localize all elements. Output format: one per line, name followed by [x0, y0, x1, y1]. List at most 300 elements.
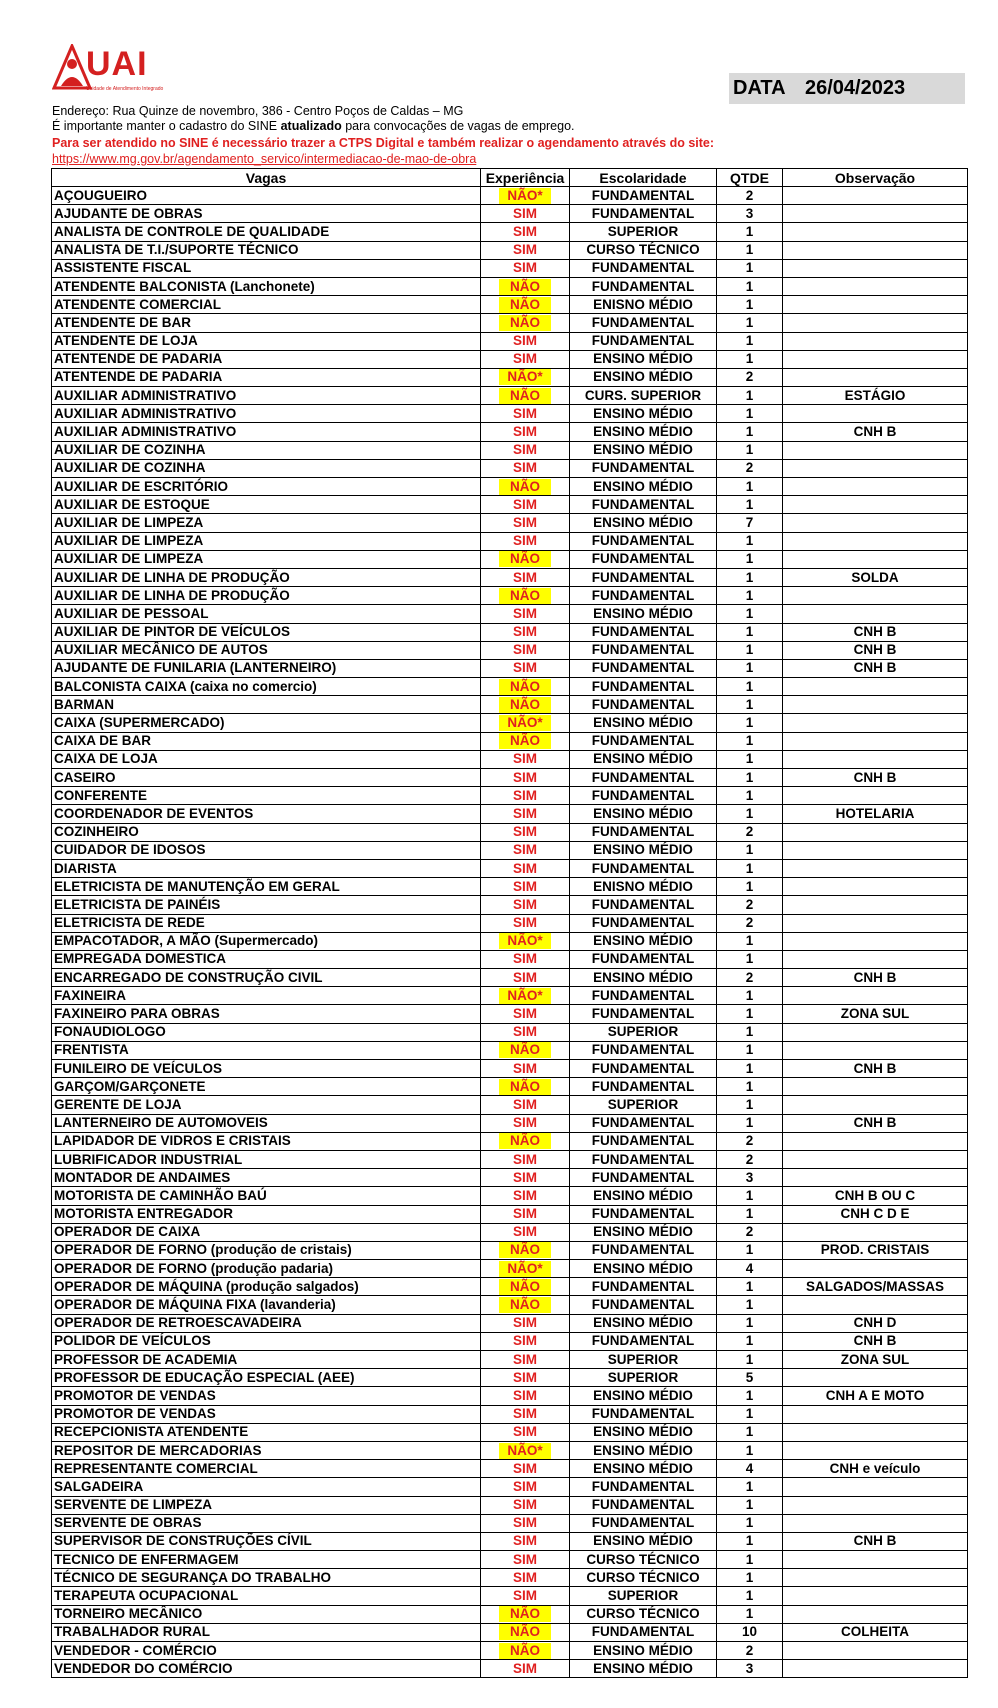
experiencia-value: SIM: [512, 1533, 537, 1549]
experiencia-value: SIM: [512, 1351, 537, 1367]
table-row: [52, 1041, 968, 1059]
cell-escolaridade: FUNDAMENTAL: [570, 1041, 717, 1059]
cell-qtde: 1: [717, 277, 783, 295]
cell-qtde: 1: [717, 678, 783, 696]
cell-experiencia: [481, 387, 570, 405]
cell-vaga: LAPIDADOR DE VIDROS E CRISTAIS: [52, 1132, 481, 1150]
cell-escolaridade: CURS. SUPERIOR: [570, 387, 717, 405]
cell-escolaridade: ENSINO MÉDIO: [570, 423, 717, 441]
cell-qtde: 1: [717, 1005, 783, 1023]
cell-observacao: [783, 1296, 968, 1314]
experiencia-value: SIM: [512, 1478, 537, 1494]
cell-escolaridade: FUNDAMENTAL: [570, 1405, 717, 1423]
experiencia-value: SIM: [512, 223, 537, 239]
cell-escolaridade: FUNDAMENTAL: [570, 496, 717, 514]
cell-observacao: [783, 259, 968, 277]
table-row: [52, 1351, 968, 1369]
cell-qtde: 1: [717, 1096, 783, 1114]
cell-experiencia: [481, 1278, 570, 1296]
cell-experiencia: [481, 368, 570, 386]
cell-vaga: ENCARREGADO DE CONSTRUÇÃO CIVIL: [52, 969, 481, 987]
experiencia-value: SIM: [512, 1333, 537, 1349]
cell-observacao: [783, 1078, 968, 1096]
cell-vaga: ELETRICISTA DE MANUTENÇÃO EM GERAL: [52, 878, 481, 896]
table-row: [52, 1587, 968, 1605]
cell-observacao: [783, 1023, 968, 1041]
cell-observacao: [783, 750, 968, 768]
experiencia-value: NÃO*: [499, 369, 551, 385]
cell-experiencia: [481, 969, 570, 987]
cell-escolaridade: ENSINO MÉDIO: [570, 1423, 717, 1441]
notice-post: para convocações de vagas de emprego.: [341, 119, 575, 133]
cell-vaga: ASSISTENTE FISCAL: [52, 259, 481, 277]
cell-observacao: [783, 1405, 968, 1423]
cell-vaga: ATENTENDE DE PADARIA: [52, 368, 481, 386]
experiencia-value: NÃO: [499, 1606, 551, 1622]
cell-vaga: AUXILIAR DE LIMPEZA: [52, 532, 481, 550]
cell-observacao: [783, 478, 968, 496]
cell-qtde: 1: [717, 314, 783, 332]
cell-observacao: CNH C D E: [783, 1205, 968, 1223]
cell-vaga: CAIXA (SUPERMERCADO): [52, 714, 481, 732]
cell-escolaridade: SUPERIOR: [570, 1351, 717, 1369]
cell-experiencia: [481, 205, 570, 223]
cell-escolaridade: FUNDAMENTAL: [570, 696, 717, 714]
cell-vaga: SERVENTE DE LIMPEZA: [52, 1496, 481, 1514]
cell-escolaridade: FUNDAMENTAL: [570, 568, 717, 586]
cell-observacao: [783, 896, 968, 914]
cell-vaga: COZINHEIRO: [52, 823, 481, 841]
table-row: [52, 1478, 968, 1496]
cell-experiencia: [481, 1478, 570, 1496]
cell-vaga: PROFESSOR DE EDUCAÇÃO ESPECIAL (AEE): [52, 1369, 481, 1387]
table-row: [52, 1496, 968, 1514]
cell-escolaridade: ENSINO MÉDIO: [570, 1187, 717, 1205]
cell-experiencia: [481, 1387, 570, 1405]
experiencia-value: SIM: [512, 642, 537, 658]
cell-experiencia: [481, 1569, 570, 1587]
table-row: [52, 387, 968, 405]
experiencia-value: NÃO*: [499, 715, 551, 731]
cell-qtde: 1: [717, 387, 783, 405]
cell-observacao: CNH e veículo: [783, 1460, 968, 1478]
cell-experiencia: [481, 1460, 570, 1478]
cell-qtde: 1: [717, 1351, 783, 1369]
table-row: [52, 587, 968, 605]
cell-observacao: SALGADOS/MASSAS: [783, 1278, 968, 1296]
table-row: [52, 623, 968, 641]
experiencia-value: NÃO: [499, 279, 551, 295]
cell-observacao: [783, 950, 968, 968]
cell-qtde: 1: [717, 223, 783, 241]
cell-qtde: 1: [717, 1551, 783, 1569]
experiencia-value: SIM: [512, 533, 537, 549]
cell-qtde: 1: [717, 987, 783, 1005]
cell-escolaridade: FUNDAMENTAL: [570, 641, 717, 659]
cell-observacao: [783, 1223, 968, 1241]
cell-qtde: 2: [717, 823, 783, 841]
experiencia-value: NÃO*: [499, 988, 551, 1004]
header-escolaridade: Escolaridade: [570, 169, 717, 187]
cell-observacao: [783, 514, 968, 532]
experiencia-value: SIM: [512, 514, 537, 530]
cell-vaga: EMPACOTADOR, A MÃO (Supermercado): [52, 932, 481, 950]
experiencia-value: SIM: [512, 842, 537, 858]
cell-experiencia: [481, 841, 570, 859]
cell-observacao: CNH B: [783, 623, 968, 641]
date-value: 26/04/2023: [805, 77, 906, 99]
cell-vaga: CAIXA DE BAR: [52, 732, 481, 750]
cell-escolaridade: FUNDAMENTAL: [570, 1078, 717, 1096]
cell-experiencia: [481, 787, 570, 805]
cell-qtde: 2: [717, 459, 783, 477]
cell-qtde: 1: [717, 841, 783, 859]
cell-vaga: ELETRICISTA DE PAINÉIS: [52, 896, 481, 914]
cell-vaga: AJUDANTE DE FUNILARIA (LANTERNEIRO): [52, 659, 481, 677]
cell-experiencia: [481, 750, 570, 768]
cell-observacao: [783, 841, 968, 859]
cell-qtde: 10: [717, 1623, 783, 1641]
cell-escolaridade: FUNDAMENTAL: [570, 1514, 717, 1532]
date-label: DATA: [733, 77, 786, 99]
cell-observacao: [783, 368, 968, 386]
table-header-row: [52, 169, 968, 187]
cell-observacao: [783, 296, 968, 314]
cell-escolaridade: ENISNO MÉDIO: [570, 296, 717, 314]
cell-escolaridade: SUPERIOR: [570, 223, 717, 241]
cell-vaga: DIARISTA: [52, 859, 481, 877]
cell-qtde: 1: [717, 1441, 783, 1459]
experiencia-value: SIM: [512, 1187, 537, 1203]
cell-observacao: CNH B: [783, 1060, 968, 1078]
cell-observacao: [783, 1642, 968, 1660]
cell-observacao: SOLDA: [783, 568, 968, 586]
experiencia-value: NÃO*: [499, 1443, 551, 1459]
table-row: [52, 878, 968, 896]
table-row: [52, 259, 968, 277]
cell-vaga: LANTERNEIRO DE AUTOMOVEIS: [52, 1114, 481, 1132]
experiencia-value: NÃO*: [499, 188, 551, 204]
cell-vaga: AUXILIAR DE ESCRITÓRIO: [52, 478, 481, 496]
cell-escolaridade: ENSINO MÉDIO: [570, 514, 717, 532]
cell-vaga: FAXINEIRA: [52, 987, 481, 1005]
cell-observacao: [783, 1150, 968, 1168]
cell-vaga: ATENTENDE DE PADARIA: [52, 350, 481, 368]
cell-observacao: [783, 1496, 968, 1514]
notice-line: [52, 119, 575, 133]
cell-qtde: 1: [717, 478, 783, 496]
cell-escolaridade: ENISNO MÉDIO: [570, 878, 717, 896]
cell-qtde: 1: [717, 878, 783, 896]
cell-experiencia: [481, 1260, 570, 1278]
cell-experiencia: [481, 914, 570, 932]
cell-vaga: AUXILIAR DE COZINHA: [52, 459, 481, 477]
experiencia-value: SIM: [512, 1497, 537, 1513]
experiencia-value: NÃO: [499, 1643, 551, 1659]
cell-observacao: [783, 1423, 968, 1441]
cell-vaga: SERVENTE DE OBRAS: [52, 1514, 481, 1532]
cell-experiencia: [481, 1241, 570, 1259]
cell-vaga: ANALISTA DE CONTROLE DE QUALIDADE: [52, 223, 481, 241]
cell-experiencia: [481, 259, 570, 277]
cell-qtde: 1: [717, 1496, 783, 1514]
table-row: [52, 423, 968, 441]
cell-escolaridade: CURSO TÉCNICO: [570, 241, 717, 259]
table-row: [52, 223, 968, 241]
cell-qtde: 1: [717, 623, 783, 641]
uai-logo: [52, 44, 164, 96]
cell-experiencia: [481, 1405, 570, 1423]
cell-qtde: 1: [717, 1332, 783, 1350]
cell-observacao: [783, 332, 968, 350]
cell-vaga: POLIDOR DE VEÍCULOS: [52, 1332, 481, 1350]
cell-experiencia: [481, 696, 570, 714]
cell-qtde: 1: [717, 859, 783, 877]
experiencia-value: SIM: [512, 769, 537, 785]
experiencia-value: NÃO: [499, 588, 551, 604]
cell-experiencia: [481, 1078, 570, 1096]
experiencia-value: SIM: [512, 1151, 537, 1167]
cell-escolaridade: FUNDAMENTAL: [570, 532, 717, 550]
cell-vaga: ATENDENTE BALCONISTA (Lanchonete): [52, 277, 481, 295]
cell-qtde: 1: [717, 441, 783, 459]
cell-escolaridade: ENSINO MÉDIO: [570, 1260, 717, 1278]
cell-vaga: BARMAN: [52, 696, 481, 714]
cell-experiencia: [481, 478, 570, 496]
experiencia-value: SIM: [512, 442, 537, 458]
table-body: [52, 187, 968, 1678]
table-row: [52, 1660, 968, 1678]
experiencia-value: SIM: [512, 1224, 537, 1240]
header-experiencia: Experiência: [481, 169, 570, 187]
cell-experiencia: [481, 1514, 570, 1532]
experiencia-value: SIM: [512, 1551, 537, 1567]
experiencia-value: NÃO: [499, 679, 551, 695]
cell-vaga: OPERADOR DE FORNO (produção padaria): [52, 1260, 481, 1278]
cell-escolaridade: ENSINO MÉDIO: [570, 932, 717, 950]
cell-qtde: 2: [717, 368, 783, 386]
cell-escolaridade: FUNDAMENTAL: [570, 459, 717, 477]
cell-vaga: PROFESSOR DE ACADEMIA: [52, 1351, 481, 1369]
cell-escolaridade: FUNDAMENTAL: [570, 587, 717, 605]
cell-observacao: CNH D: [783, 1314, 968, 1332]
cell-escolaridade: SUPERIOR: [570, 1096, 717, 1114]
cell-vaga: TÉCNICO DE SEGURANÇA DO TRABALHO: [52, 1569, 481, 1587]
cell-experiencia: [481, 1351, 570, 1369]
cell-escolaridade: ENSINO MÉDIO: [570, 350, 717, 368]
cell-vaga: SUPERVISOR DE CONSTRUÇÕES CÍVIL: [52, 1532, 481, 1550]
cell-vaga: AUXILIAR DE LIMPEZA: [52, 514, 481, 532]
cell-qtde: 1: [717, 1114, 783, 1132]
cell-experiencia: [481, 1423, 570, 1441]
table-row: [52, 1605, 968, 1623]
cell-observacao: CNH A E MOTO: [783, 1387, 968, 1405]
cell-observacao: [783, 1605, 968, 1623]
cell-qtde: 2: [717, 1223, 783, 1241]
cell-qtde: 1: [717, 587, 783, 605]
cell-qtde: 1: [717, 1314, 783, 1332]
experiencia-value: NÃO: [499, 551, 551, 567]
cell-observacao: CNH B: [783, 641, 968, 659]
cell-qtde: 1: [717, 1605, 783, 1623]
table-row: [52, 605, 968, 623]
cell-vaga: TRABALHADOR RURAL: [52, 1623, 481, 1641]
cell-experiencia: [481, 1441, 570, 1459]
cell-escolaridade: FUNDAMENTAL: [570, 314, 717, 332]
cell-qtde: 2: [717, 969, 783, 987]
cell-qtde: 1: [717, 1478, 783, 1496]
cell-observacao: [783, 1260, 968, 1278]
table-row: [52, 1096, 968, 1114]
cell-qtde: 2: [717, 914, 783, 932]
cell-escolaridade: ENSINO MÉDIO: [570, 405, 717, 423]
cell-vaga: ATENDENTE DE BAR: [52, 314, 481, 332]
table-row: [52, 314, 968, 332]
table-row: [52, 1132, 968, 1150]
cell-escolaridade: FUNDAMENTAL: [570, 259, 717, 277]
table-row: [52, 1423, 968, 1441]
cell-vaga: OPERADOR DE MÁQUINA FIXA (lavanderia): [52, 1296, 481, 1314]
cell-vaga: AUXILIAR DE LINHA DE PRODUÇÃO: [52, 568, 481, 586]
experiencia-value: NÃO: [499, 1242, 551, 1258]
cell-escolaridade: FUNDAMENTAL: [570, 914, 717, 932]
cell-observacao: [783, 1569, 968, 1587]
table-row: [52, 1223, 968, 1241]
table-row: [52, 732, 968, 750]
experiencia-value: SIM: [512, 878, 537, 894]
cell-escolaridade: FUNDAMENTAL: [570, 1332, 717, 1350]
cell-experiencia: [481, 1496, 570, 1514]
cell-experiencia: [481, 823, 570, 841]
cell-experiencia: [481, 859, 570, 877]
cell-escolaridade: FUNDAMENTAL: [570, 1496, 717, 1514]
cell-experiencia: [481, 1169, 570, 1187]
experiencia-value: SIM: [512, 951, 537, 967]
cell-vaga: OPERADOR DE CAIXA: [52, 1223, 481, 1241]
experiencia-value: SIM: [512, 824, 537, 840]
cell-escolaridade: ENSINO MÉDIO: [570, 1314, 717, 1332]
cell-observacao: [783, 605, 968, 623]
table-row: [52, 769, 968, 787]
experiencia-value: SIM: [512, 1060, 537, 1076]
cell-escolaridade: ENSINO MÉDIO: [570, 841, 717, 859]
experiencia-value: SIM: [512, 1515, 537, 1531]
cell-observacao: [783, 314, 968, 332]
table-row: [52, 350, 968, 368]
cell-observacao: [783, 1514, 968, 1532]
experiencia-value: NÃO: [499, 1624, 551, 1640]
table-row: [52, 1241, 968, 1259]
cell-escolaridade: ENSINO MÉDIO: [570, 1642, 717, 1660]
cell-observacao: [783, 350, 968, 368]
table-row: [52, 750, 968, 768]
cell-vaga: MOTORISTA DE CAMINHÃO BAÚ: [52, 1187, 481, 1205]
cell-observacao: CNH B: [783, 1532, 968, 1550]
table-row: [52, 1150, 968, 1168]
table-row: [52, 514, 968, 532]
table-row: [52, 678, 968, 696]
table-row: [52, 932, 968, 950]
cell-experiencia: [481, 1150, 570, 1168]
cell-experiencia: [481, 1660, 570, 1678]
cell-qtde: 2: [717, 1642, 783, 1660]
experiencia-value: NÃO: [499, 697, 551, 713]
cell-experiencia: [481, 532, 570, 550]
cell-vaga: AUXILIAR DE ESTOQUE: [52, 496, 481, 514]
cell-observacao: [783, 696, 968, 714]
cell-experiencia: [481, 732, 570, 750]
experiencia-value: SIM: [512, 1387, 537, 1403]
logo-text: UAI: [86, 45, 148, 83]
experiencia-value: SIM: [512, 915, 537, 931]
cell-qtde: 1: [717, 1587, 783, 1605]
cell-qtde: 1: [717, 769, 783, 787]
experiencia-value: SIM: [512, 496, 537, 512]
experiencia-value: SIM: [512, 805, 537, 821]
cell-observacao: [783, 1551, 968, 1569]
cell-observacao: [783, 878, 968, 896]
cell-vaga: FUNILEIRO DE VEÍCULOS: [52, 1060, 481, 1078]
experiencia-value: SIM: [512, 351, 537, 367]
cell-observacao: [783, 459, 968, 477]
experiencia-value: NÃO: [499, 479, 551, 495]
cell-qtde: 1: [717, 932, 783, 950]
cell-vaga: AUXILIAR DE COZINHA: [52, 441, 481, 459]
cell-escolaridade: FUNDAMENTAL: [570, 1205, 717, 1223]
cell-qtde: 5: [717, 1369, 783, 1387]
table-row: [52, 1187, 968, 1205]
experiencia-value: NÃO*: [499, 933, 551, 949]
cell-observacao: CNH B: [783, 1332, 968, 1350]
experiencia-value: SIM: [512, 1315, 537, 1331]
table-row: [52, 1023, 968, 1041]
cell-observacao: CNH B: [783, 769, 968, 787]
cell-vaga: OPERADOR DE RETROESCAVADEIRA: [52, 1314, 481, 1332]
cell-vaga: PROMOTOR DE VENDAS: [52, 1405, 481, 1423]
cell-vaga: CASEIRO: [52, 769, 481, 787]
cell-observacao: [783, 1169, 968, 1187]
notice-bold: atualizado: [280, 119, 342, 133]
cell-escolaridade: FUNDAMENTAL: [570, 1278, 717, 1296]
experiencia-value: SIM: [512, 1588, 537, 1604]
cell-qtde: 2: [717, 1150, 783, 1168]
cell-experiencia: [481, 496, 570, 514]
cell-vaga: GARÇOM/GARÇONETE: [52, 1078, 481, 1096]
cell-qtde: 1: [717, 532, 783, 550]
cell-experiencia: [481, 623, 570, 641]
agendamento-link[interactable]: https://www.mg.gov.br/agendamento_servico/intermediacao-de-mao-de-obra: [52, 152, 477, 166]
table-row: [52, 1078, 968, 1096]
cell-escolaridade: ENSINO MÉDIO: [570, 605, 717, 623]
cell-qtde: 4: [717, 1260, 783, 1278]
experiencia-value: NÃO: [499, 1042, 551, 1058]
cell-vaga: BALCONISTA CAIXA (caixa no comercio): [52, 678, 481, 696]
cell-qtde: 7: [717, 514, 783, 532]
cell-experiencia: [481, 587, 570, 605]
logo-subtitle: Unidade de Atendimento Integrado: [86, 86, 164, 92]
experiencia-value: SIM: [512, 1369, 537, 1385]
cell-experiencia: [481, 1605, 570, 1623]
cell-qtde: 1: [717, 568, 783, 586]
cell-observacao: [783, 859, 968, 877]
experiencia-value: SIM: [512, 1206, 537, 1222]
cell-experiencia: [481, 1187, 570, 1205]
cell-qtde: 1: [717, 1423, 783, 1441]
table-row: [52, 787, 968, 805]
cell-qtde: 2: [717, 896, 783, 914]
table-row: [52, 896, 968, 914]
cell-experiencia: [481, 1296, 570, 1314]
